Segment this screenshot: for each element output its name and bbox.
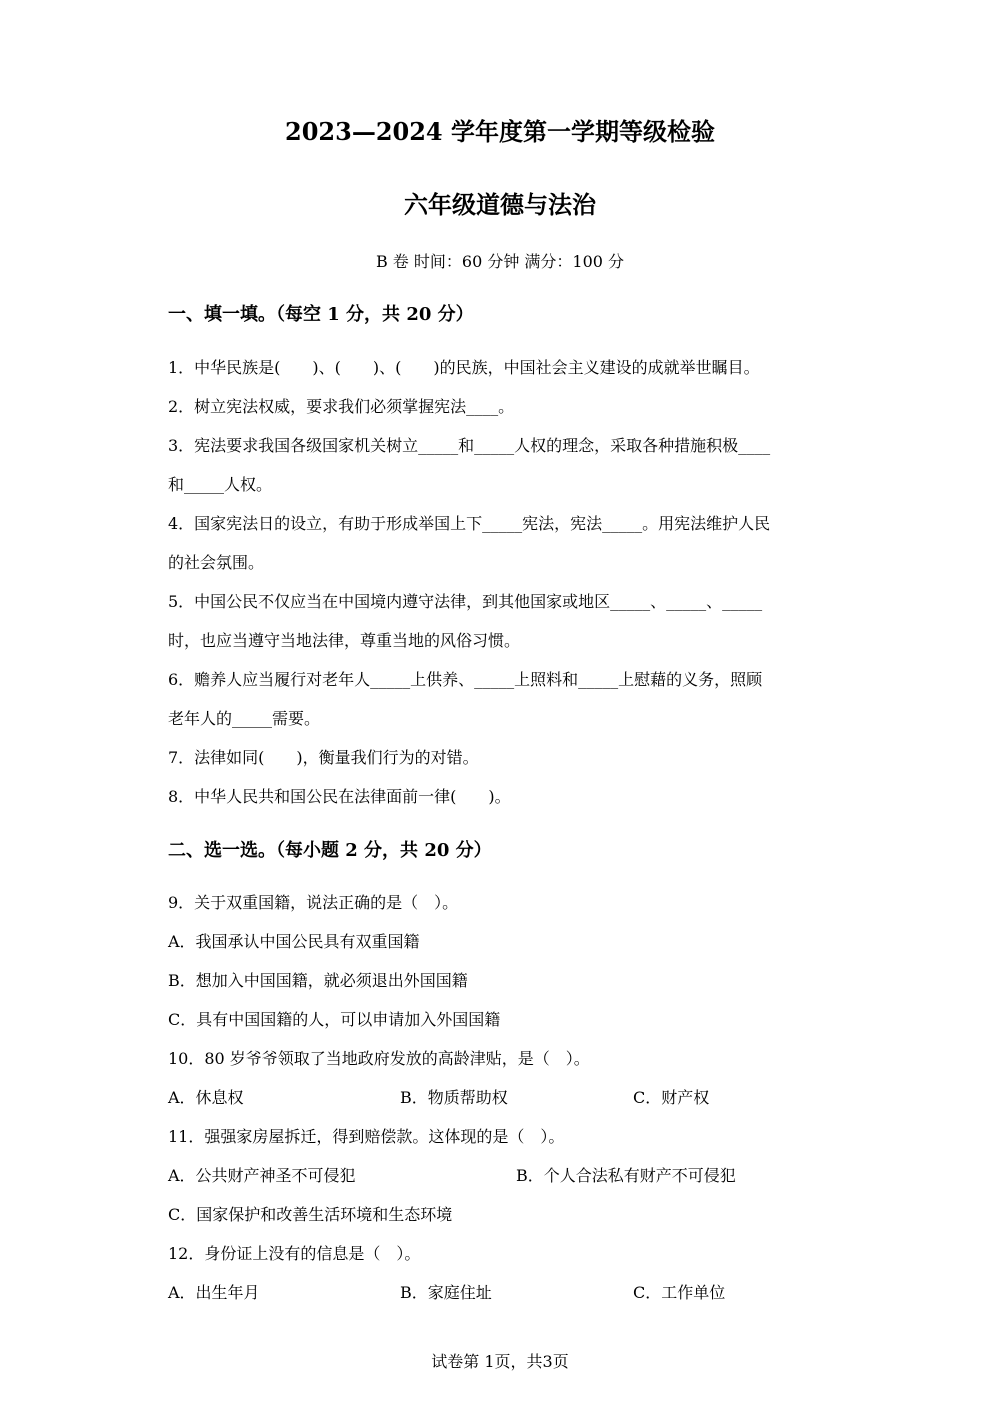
section-heading-fill: 一、填一填。（每空 1 分，共 20 分） — [168, 304, 474, 325]
question-line: 老年人的_____需要。 — [168, 709, 321, 728]
exam-meta: B 卷 时间：60 分钟 满分：100 分 — [375, 252, 625, 271]
exam-subtitle: 六年级道德与法治 — [404, 190, 596, 219]
question-stem: 10．80 岁爷爷领取了当地政府发放的高龄津贴，是（ ）。 — [168, 1049, 590, 1068]
option-b: B．想加入中国国籍，就必须退出外国国籍 — [168, 971, 468, 990]
section-heading-choice: 二、选一选。（每小题 2 分，共 20 分） — [168, 840, 492, 861]
option-a: A．我国承认中国公民具有双重国籍 — [168, 932, 420, 951]
option-a: A．出生年月 — [168, 1283, 260, 1302]
question-line: 和_____人权。 — [168, 475, 273, 494]
option-b: B．物质帮助权 — [400, 1088, 508, 1107]
exam-title: 2023—2024 学年度第一学期等级检验 — [285, 117, 715, 146]
option-a: A．休息权 — [168, 1088, 244, 1107]
option-c: C．国家保护和改善生活环境和生态环境 — [168, 1205, 453, 1224]
question-line: 4．国家宪法日的设立，有助于形成举国上下_____宪法，宪法_____。用宪法维护人民 — [168, 514, 771, 533]
option-a: A．公共财产神圣不可侵犯 — [168, 1166, 356, 1185]
question-stem: 12．身份证上没有的信息是（ ）。 — [168, 1244, 421, 1263]
option-c: C．财产权 — [633, 1088, 710, 1107]
question-line: 6．赡养人应当履行对老年人_____上供养、_____上照料和_____上慰藉的义务，照顾 — [168, 670, 763, 689]
question-stem: 9．关于双重国籍，说法正确的是（ ）。 — [168, 893, 459, 912]
question-line: 7．法律如同( )，衡量我们行为的对错。 — [168, 748, 479, 767]
question-line: 3．宪法要求我国各级国家机关树立_____和_____人权的理念，采取各种措施积极____ — [168, 436, 771, 455]
question-line: 时，也应当遵守当地法律，尊重当地的风俗习惯。 — [168, 631, 521, 650]
question-line: 8．中华人民共和国公民在法律面前一律( )。 — [168, 787, 511, 806]
page-footer: 试卷第 1页，共3页 — [431, 1352, 569, 1371]
question-line: 2．树立宪法权威，要求我们必须掌握宪法____。 — [168, 397, 515, 416]
option-b: B．家庭住址 — [400, 1283, 492, 1302]
question-line: 的社会氛围。 — [168, 553, 265, 572]
option-b: B．个人合法私有财产不可侵犯 — [516, 1166, 736, 1185]
option-c: C．工作单位 — [633, 1283, 726, 1302]
option-c: C．具有中国国籍的人，可以申请加入外国国籍 — [168, 1010, 501, 1029]
question-line: 1．中华民族是( )、( )、( )的民族，中国社会主义建设的成就举世瞩目。 — [168, 358, 760, 377]
question-line: 5．中国公民不仅应当在中国境内遵守法律，到其他国家或地区_____、_____、_____ — [168, 592, 763, 611]
question-stem: 11．强强家房屋拆迁，得到赔偿款。这体现的是（ ）。 — [168, 1127, 565, 1146]
